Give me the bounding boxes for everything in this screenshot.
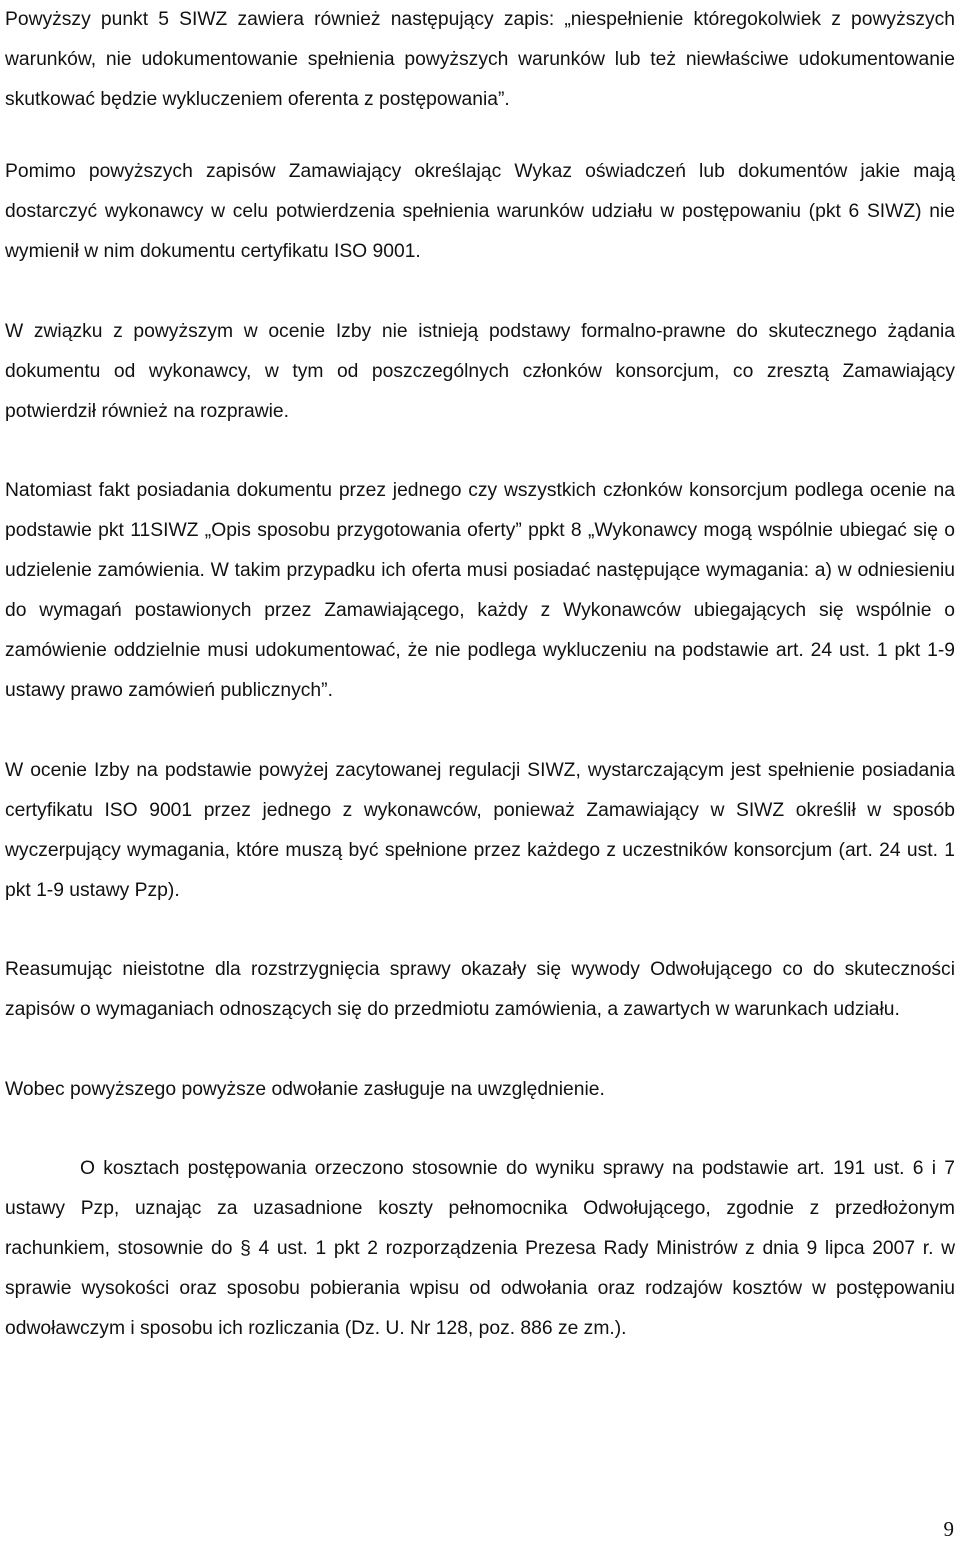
paragraph-ocena-izby-certyfikat: W ocenie Izby na podstawie powyżej zacytowanej regulacji SIWZ, wystarczającym jest spełnienie posiadania certyfikatu ISO 9001 przez jednego z wykonawców, ponieważ Zamawiający w SIWZ określił w sposób wyczerpujący wymagania, które muszą być spełnione przez każdego z uczestników konsorcjum (art. 24 ust. 1 pkt 1-9 ustawy Pzp). [5,760,955,901]
paragraph-reasumujac: Reasumując nieistotne dla rozstrzygnięcia sprawy okazały się wywody Odwołującego co do skuteczności zapisów o wymaganiach odnoszących się do przedmiotu zamówienia, a zawartych w warunkach udziału. [5,959,955,1020]
paragraph-wykaz-oswiadczen: Pomimo powyższych zapisów Zamawiający określając Wykaz oświadczeń lub dokumentów jakie mają dostarczyć wykonawcy w celu potwierdzenia spełnienia warunków udziału w postępowaniu (pkt 6 SIWZ) nie wymienił w nim dokumentu certyfikatu ISO 9001. [5,161,955,262]
paragraph-wobec-powyzszego: Wobec powyższego powyższe odwołanie zasługuje na uwzględnienie. [5,1079,605,1100]
paragraph-konsorcjum-dokument: Natomiast fakt posiadania dokumentu przez jednego czy wszystkich członków konsorcjum podlega ocenie na podstawie pkt 11SIWZ „Opis sposobu przygotowania oferty” ppkt 8 „Wykonawcy mogą wspólnie ubiegać się o udzielenie zamówienia. W takim przypadku ich oferta musi posiadać następujące wymagania: a) w odniesieniu do wymagań postawionych przez Zamawiającego, każdy z Wykonawców ubiegających się wspólnie o zamówienie oddzielnie musi udokumentować, że nie podlega wykluczeniu na podstawie art. 24 ust. 1 pkt 1-9 ustawy prawo zamówień publicznych”. [5,480,955,701]
paragraph-o-kosztach: O kosztach postępowania orzeczono stosownie do wyniku sprawy na podstawie art. 191 ust. 6 i 7 ustawy Pzp, uznając za uzasadnione koszty pełnomocnika Odwołującego, zgodnie z przedłożonym rachunkiem, stosownie do § 4 ust. 1 pkt 2 rozporządzenia Prezesa Rady Ministrów z dnia 9 lipca 2007 r. w sprawie wysokości oraz sposobu pobierania wpisu od odwołania oraz rodzajów kosztów w postępowaniu odwoławczym i sposobu ich rozliczania (Dz. U. Nr 128, poz. 886 ze zm.). [5,1158,955,1339]
paragraph-ocena-izby-podstawy: W związku z powyższym w ocenie Izby nie istnieją podstawy formalno-prawne do skutecznego żądania dokumentu od wykonawcy, w tym od poszczególnych członków konsorcjum, co zresztą Zamawiający potwierdził również na rozprawie. [5,321,955,422]
page-number: 9 [943,1517,954,1541]
paragraph-siwz-point-5: Powyższy punkt 5 SIWZ zawiera również następujący zapis: „niespełnienie któregokolwiek z powyższych warunków, nie udokumentowanie spełnienia powyższych warunków lub też niewłaściwe udokumentowanie skutkować będzie wykluczeniem oferenta z postępowania”. [5,9,955,110]
